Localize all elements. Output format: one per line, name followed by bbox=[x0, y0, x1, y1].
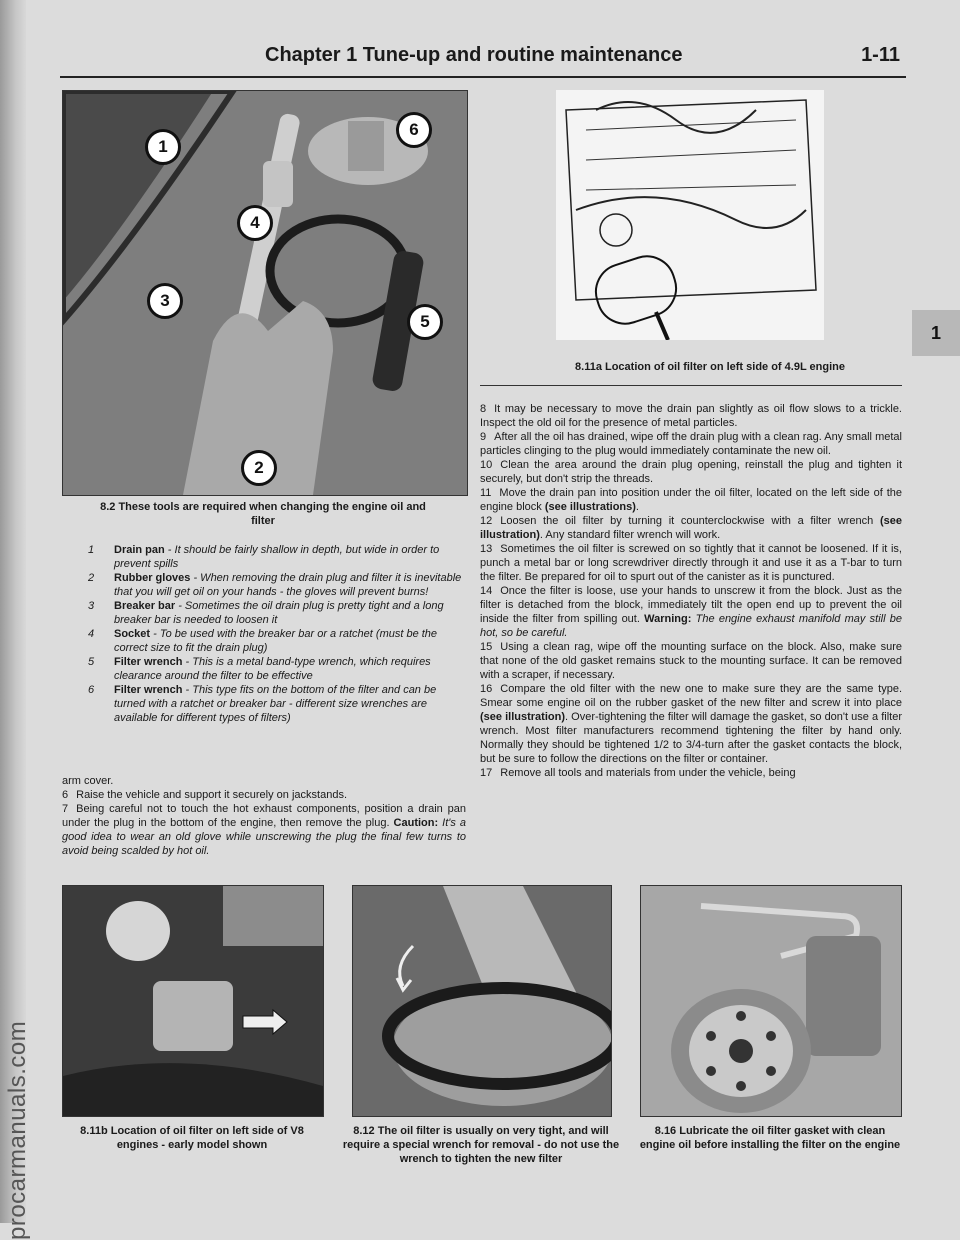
para-15: 15 Using a clean rag, wipe off the mounting surface on the block. Also, make sure that none of the old gasket remains stuck to the mounting surface. It can be removed with a scraper, if necessary. bbox=[480, 641, 902, 681]
engine-line-drawing-illustration bbox=[556, 90, 824, 340]
v8-engine-photo-illustration bbox=[63, 886, 323, 1116]
tools-photo-illustration bbox=[63, 91, 467, 495]
gasket-lube-photo bbox=[640, 885, 902, 1117]
para-14: 14 Once the filter is loose, use your hands to unscrew it from the block. Just as the filter is detached from the block, immediately tilt the open end up to prevent the oil inside the filter from spilling out. Warning: The engine exhaust manifold may still be hot, so be careful. bbox=[480, 585, 902, 639]
left-column-text bbox=[62, 774, 466, 858]
tools-legend bbox=[82, 543, 462, 725]
legend-item: 5 Filter wrench - This is a metal band-type wrench, which requires clearance around the filter to be effective bbox=[88, 656, 431, 682]
gasket-lube-photo-illustration bbox=[641, 886, 901, 1116]
caption-8-2: 8.2 These tools are required when changing the engine oil and filter bbox=[100, 501, 426, 527]
callout-6: 6 bbox=[396, 112, 432, 148]
para-17: 17 Remove all tools and materials from under the vehicle, being bbox=[480, 767, 796, 779]
legend-item: 1 Drain pan - It should be fairly shallow in depth, but wide in order to prevent spills bbox=[88, 544, 440, 570]
para-7: 7 Being careful not to touch the hot exhaust components, position a drain pan under the plug in the bottom of the engine, then remove the plug. Caution: It's a good idea to wear an old glove while unscrewing the plug the final few turns to avoid being scalded by hot oil. bbox=[62, 803, 467, 857]
callout-4: 4 bbox=[237, 205, 273, 241]
chapter-thumb-tab: 1 bbox=[912, 310, 960, 356]
callout-1: 1 bbox=[145, 129, 181, 165]
filter-wrench-photo bbox=[352, 885, 612, 1117]
caption-8-11b: 8.11b Location of oil filter on left side of V8 engines - early model shown bbox=[80, 1125, 304, 1151]
side-watermark-url: procarmanuals.com bbox=[4, 1020, 31, 1240]
para-13: 13 Sometimes the oil filter is screwed on so tightly that it cannot be loosened. If it is, punch a metal bar or long screwdriver directly through it and use it as a T-bar to turn the filter. Be prepared for oil to spurt out of the canister as it is punctured. bbox=[480, 543, 902, 583]
para-12: 12 Loosen the oil filter by turning it counterclockwise with a filter wrench (see illustration). Any standard filter wrench will work. bbox=[480, 515, 902, 541]
callout-3: 3 bbox=[147, 283, 183, 319]
para-10: 10 Clean the area around the drain plug opening, reinstall the plug and tighten it securely, but don't strip the threads. bbox=[480, 459, 902, 485]
page-header bbox=[60, 40, 906, 78]
legend-item: 6 Filter wrench - This type fits on the bottom of the filter and can be turned with a ratchet or breaker bar - different size wrenches are available for different types of filters) bbox=[88, 684, 437, 724]
right-column-text bbox=[480, 402, 902, 780]
section-divider bbox=[480, 385, 902, 386]
page-number: 1-11 bbox=[861, 44, 900, 66]
chapter-title: Chapter 1 Tune-up and routine maintenance bbox=[265, 44, 683, 66]
caption-8-11a: 8.11a Location of oil filter on left side of 4.9L engine bbox=[575, 361, 845, 373]
para-6: 6 Raise the vehicle and support it securely on jackstands. bbox=[62, 789, 347, 801]
legend-item: 2 Rubber gloves - When removing the drain plug and filter it is inevitable that you will get oil on your hands - the gloves will prevent burns! bbox=[88, 572, 462, 598]
para-11: 11 Move the drain pan into position under the oil filter, located on the left side of the engine block (see illustrations). bbox=[480, 487, 902, 513]
caption-8-16: 8.16 Lubricate the oil filter gasket with clean engine oil before installing the filter on the engine bbox=[639, 1125, 901, 1151]
para-8: 8 It may be necessary to move the drain pan slightly as oil flow slows to a trickle. Inspect the old oil for the presence of metal particles. bbox=[480, 403, 902, 429]
para-9: 9 After all the oil has drained, wipe off the drain plug with a clean rag. Any small metal particles clinging to the plug would immediately contaminate the new oil. bbox=[480, 431, 902, 457]
v8-engine-photo bbox=[62, 885, 324, 1117]
caption-8-12: 8.12 The oil filter is usually on very tight, and will require a special wrench for removal - do not use the wrench to tighten the new filter bbox=[342, 1125, 620, 1165]
callout-5: 5 bbox=[407, 304, 443, 340]
para-16: 16 Compare the old filter with the new one to make sure they are the same type. Smear some engine oil on the rubber gasket of the new filter and screw it into place (see illustration). Over-tightening the filter will damage the gasket, so don't use a filter wrench. Most filter manufacturers recommend tightening the filter by hand only. Normally they should be tightened 1/2 to 3/4-turn after the gasket contacts the block, but be sure to follow the directions on the filter or container. bbox=[480, 683, 902, 765]
callout-2: 2 bbox=[241, 450, 277, 486]
legend-item: 4 Socket - To be used with the breaker bar or a ratchet (must be the correct size to fit the drain plug) bbox=[88, 628, 438, 654]
filter-wrench-photo-illustration bbox=[353, 886, 611, 1116]
engine-line-drawing bbox=[556, 90, 824, 340]
para-cont: arm cover. bbox=[62, 775, 114, 787]
tools-photo bbox=[62, 90, 468, 496]
legend-item: 3 Breaker bar - Sometimes the oil drain plug is pretty tight and a long breaker bar is needed to loosen it bbox=[88, 600, 444, 626]
